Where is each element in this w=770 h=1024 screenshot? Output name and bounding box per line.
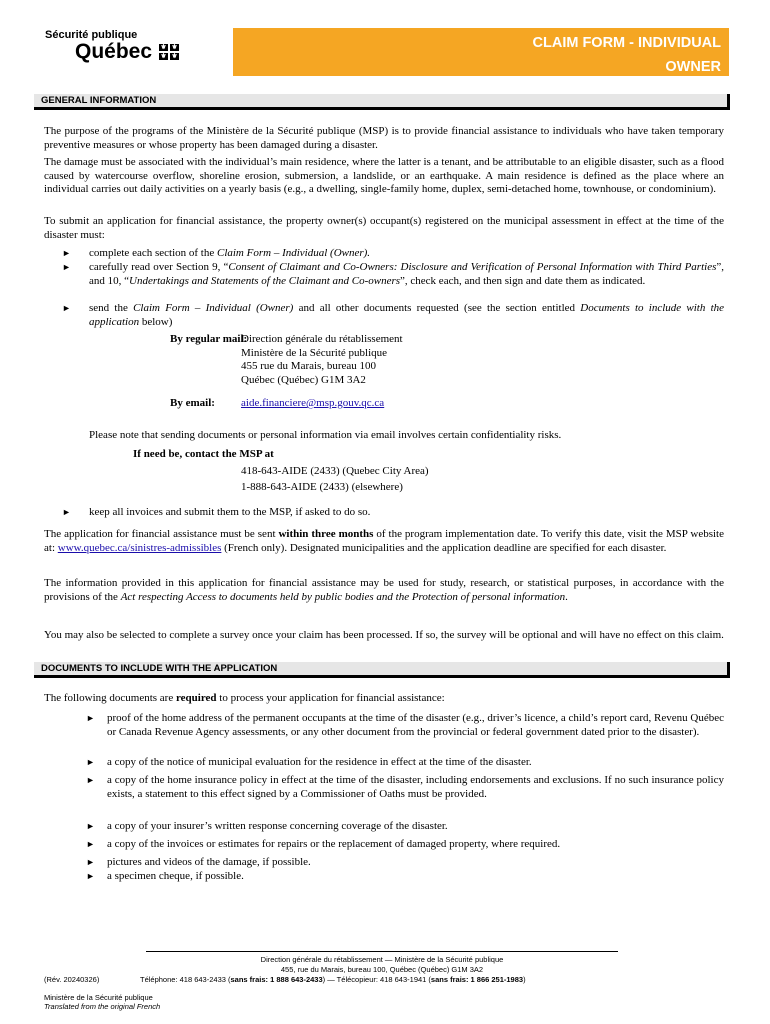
bullet-arrow-icon: ► [62, 507, 71, 517]
paragraph-deadline: The application for financial assistance must be sent within three months of the program implementation date. To verify this date, visit the MSP website at: www.quebec.ca/sinistres-admissibles (French only). Designated municipalities and the application deadline are specified for each disaster. [44, 528, 724, 554]
bullet-arrow-icon: ► [86, 713, 95, 723]
documents-intro: The following documents are required to process your application for financial assistance: [44, 692, 445, 704]
bullet-arrow-icon: ► [86, 857, 95, 867]
mail-label: By regular mail: [170, 333, 248, 345]
email-note: Please note that sending documents or personal information via email involves certain confidentiality risks. [89, 429, 562, 441]
list-item: ► a specimen cheque, if possible. [86, 870, 244, 882]
form-title [233, 28, 729, 76]
paragraph-submit: To submit an application for financial assistance, the property owner(s) occupant(s) registered on the municipal assessment in effect at the time of the disaster must: [44, 215, 724, 241]
section-heading-general: GENERAL INFORMATION [34, 94, 730, 110]
footer-phone: Téléphone: 418 643-2433 (sans frais: 1 888 643-2433) — Télécopieur: 418 643-1941 (sans frais: 1 866 251-1983) [140, 975, 526, 984]
list-item: ► a copy of your insurer’s written response concerning coverage of the disaster. [86, 820, 448, 832]
section-heading-documents: DOCUMENTS TO INCLUDE WITH THE APPLICATION [34, 662, 730, 678]
paragraph-damage: The damage must be associated with the individual’s main residence, where the latter is a tenant, and be attributable to an eligible disaster, such as a flood caused by watercourse overflow, shoreline erosion, submersion, a landslide, or an earthquake. A main residence is defined as the place where an individual carries out daily activities on a yearly basis (e.g., a dwelling, single-family home, duplex, semi-detached home, townhouse, or condominium). [44, 156, 724, 196]
form-title-line2: OWNER [665, 59, 721, 75]
phone-elsewhere: 1-888-643-AIDE (2433) (elsewhere) [241, 481, 403, 493]
mail-address: Direction générale du rétablissement Ministère de la Sécurité publique 455 rue du Marais, bureau 100 Québec (Québec) G1M 3A2 [241, 333, 403, 386]
list-item: ► keep all invoices and submit them to the MSP, if asked to do so. [62, 506, 371, 518]
bullet-arrow-icon: ► [86, 839, 95, 849]
paragraph-privacy: The information provided in this application for financial assistance may be used for study, research, or statistical purposes, in accordance with the provisions of the Act respecting Access to documents held by public bodies and the Protection of personal information. [44, 577, 724, 603]
paragraph-survey: You may also be selected to complete a survey once your claim has been processed. If so, the survey will be optional and will have no effect on this claim. [44, 629, 724, 641]
list-item: ► a copy of the invoices or estimates for repairs or the replacement of damaged property, where required. [86, 838, 561, 850]
footer-address: Direction générale du rétablissement — Ministère de la Sécurité publique 455, rue du Marais, bureau 100, Québec (Québec) G1M 3A2 [260, 955, 504, 974]
logo-line1: Sécurité publique [45, 29, 138, 41]
list-item: ► a copy of the notice of municipal evaluation for the residence in effect at the time of the disaster. [86, 756, 532, 768]
phone-quebec-city: 418-643-AIDE (2433) (Quebec City Area) [241, 465, 429, 477]
list-item: ► pictures and videos of the damage, if possible. [86, 856, 311, 868]
logo-line2: Québec [75, 40, 153, 63]
bullet-arrow-icon: ► [86, 775, 95, 785]
footer-divider [146, 951, 618, 952]
msp-website-link[interactable]: www.quebec.ca/sinistres-admissibles [57, 541, 222, 554]
list-item: ► proof of the home address of the permanent occupants at the time of the disaster (e.g., driver’s licence, a child’s report card, Revenu Québec or Canada Revenue Agency assessments, or any other document from the provincial or federal government dated prior to the disaster). [86, 712, 724, 738]
paragraph-purpose: The purpose of the programs of the Ministère de la Sécurité publique (MSP) is to provide financial assistance to individuals who have taken temporary preventive measures or whose property has been damaged during a disaster. [44, 125, 724, 151]
footer-translated: Translated from the original French [44, 1002, 161, 1011]
bullet-arrow-icon: ► [62, 248, 71, 258]
revision-number: (Rév. 20240326) [44, 975, 100, 984]
email-link[interactable]: aide.financiere@msp.gouv.qc.ca [241, 397, 385, 409]
email-label: By email: [170, 397, 215, 409]
footer-ministry: Ministère de la Sécurité publique [44, 993, 153, 1002]
bullet-arrow-icon: ► [86, 821, 95, 831]
bullet-arrow-icon: ► [62, 303, 71, 313]
ministry-logo [45, 29, 179, 63]
list-item: ► send the Claim Form – Individual (Owner) and all other documents requested (see the section entitled Documents to include with the application below) [62, 302, 725, 328]
bullet-arrow-icon: ► [86, 871, 95, 881]
bullet-arrow-icon: ► [62, 262, 71, 272]
contact-label: If need be, contact the MSP at [133, 448, 274, 460]
bullet-arrow-icon: ► [86, 757, 95, 767]
list-item: ► a copy of the home insurance policy in effect at the time of the disaster, including endorsements and exclusions. If no such insurance policy exists, a statement to this effect signed by a Commissioner of Oaths must be provided. [86, 774, 724, 800]
form-title-line1: CLAIM FORM - INDIVIDUAL [532, 35, 721, 51]
fleurdelise-flag-icon: ⚜ ⚜ ⚜ ⚜ [160, 44, 178, 60]
list-item: ► carefully read over Section 9, “Consent of Claimant and Co-Owners: Disclosure and Verification of Personal Information with Third Parties”, and 10, “Undertakings and Statements of the Claimant and Co-owners”, check each, and then sign and date them as indicated. [62, 261, 724, 287]
list-item: ► complete each section of the Claim Form – Individual (Owner). [62, 247, 371, 259]
